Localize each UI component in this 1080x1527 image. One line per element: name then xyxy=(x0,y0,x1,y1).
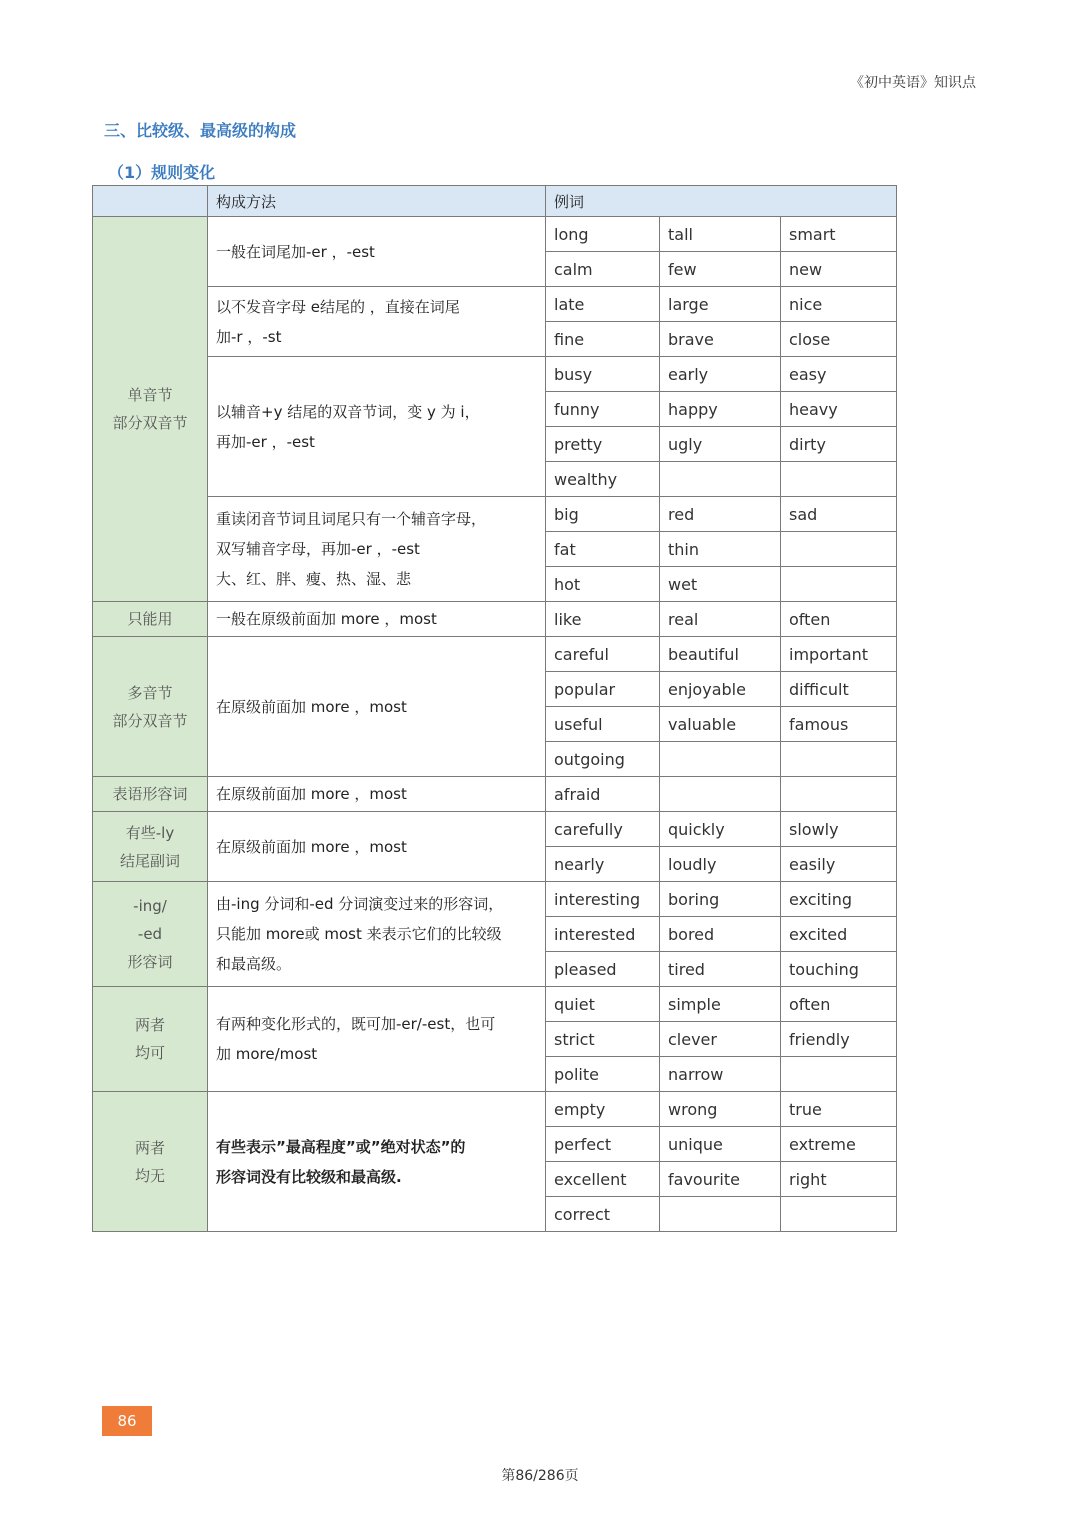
example-word-cell: enjoyable xyxy=(660,672,781,707)
comparison-table xyxy=(92,185,897,1232)
category-cell: 只能用 xyxy=(93,602,208,637)
category-cell: 表语形容词 xyxy=(93,777,208,812)
example-word-cell: brave xyxy=(660,322,781,357)
example-word-cell: friendly xyxy=(781,1022,897,1057)
example-word-cell: fat xyxy=(546,532,660,567)
table-row xyxy=(93,882,897,917)
example-word-cell: happy xyxy=(660,392,781,427)
method-cell: 在原级前面加 more ，most xyxy=(208,777,546,812)
example-word-cell: popular xyxy=(546,672,660,707)
example-word-cell: wealthy xyxy=(546,462,660,497)
method-cell: 以不发音字母 e结尾的 ，直接在词尾 加-r ，-st xyxy=(208,287,546,357)
example-word-cell: narrow xyxy=(660,1057,781,1092)
example-word-cell: simple xyxy=(660,987,781,1022)
example-word-cell: nearly xyxy=(546,847,660,882)
example-word-cell: thin xyxy=(660,532,781,567)
table-header-row xyxy=(93,186,897,217)
example-word-cell: funny xyxy=(546,392,660,427)
example-word-cell: like xyxy=(546,602,660,637)
example-word-cell: long xyxy=(546,217,660,252)
header-method: 构成方法 xyxy=(208,186,546,217)
example-word-cell: quiet xyxy=(546,987,660,1022)
table-row xyxy=(93,357,897,392)
example-word-cell: quickly xyxy=(660,812,781,847)
table-row xyxy=(93,1092,897,1127)
document-header: 《初中英语》知识点 xyxy=(850,75,976,91)
table-row xyxy=(93,602,897,637)
example-word-cell: tall xyxy=(660,217,781,252)
method-cell: 有些表示”最高程度”或”绝对状态”的 形容词没有比较级和最高级. xyxy=(208,1092,546,1232)
example-word-cell: smart xyxy=(781,217,897,252)
example-word-cell: new xyxy=(781,252,897,287)
example-word-cell: easy xyxy=(781,357,897,392)
example-word-cell: large xyxy=(660,287,781,322)
page-number-badge: 86 xyxy=(102,1406,152,1436)
page-footer: 第86/286页 xyxy=(501,1468,579,1484)
table-row xyxy=(93,777,897,812)
example-word-cell: perfect xyxy=(546,1127,660,1162)
method-cell: 在原级前面加 more ，most xyxy=(208,637,546,777)
example-word-cell xyxy=(781,742,897,777)
category-cell: 两者 均可 xyxy=(93,987,208,1092)
example-word-cell: excellent xyxy=(546,1162,660,1197)
example-word-cell: touching xyxy=(781,952,897,987)
example-word-cell: easily xyxy=(781,847,897,882)
example-word-cell: interested xyxy=(546,917,660,952)
example-word-cell: afraid xyxy=(546,777,660,812)
section-title: 三、比较级、最高级的构成 xyxy=(104,121,297,140)
example-word-cell: often xyxy=(781,602,897,637)
example-word-cell: red xyxy=(660,497,781,532)
example-word-cell: close xyxy=(781,322,897,357)
sub-title: （1）规则变化 xyxy=(108,163,216,182)
example-word-cell: true xyxy=(781,1092,897,1127)
example-word-cell xyxy=(781,462,897,497)
example-word-cell: slowly xyxy=(781,812,897,847)
example-word-cell: valuable xyxy=(660,707,781,742)
header-examples: 例词 xyxy=(546,186,897,217)
example-word-cell: calm xyxy=(546,252,660,287)
example-word-cell: excited xyxy=(781,917,897,952)
method-cell: 重读闭音节词且词尾只有一个辅音字母， 双写辅音字母，再加-er ，-est 大、红、胖、瘦、热、湿、悲 xyxy=(208,497,546,602)
example-word-cell: clever xyxy=(660,1022,781,1057)
method-cell: 在原级前面加 more ，most xyxy=(208,812,546,882)
table-row xyxy=(93,287,897,322)
example-word-cell: fine xyxy=(546,322,660,357)
example-word-cell: heavy xyxy=(781,392,897,427)
example-word-cell: dirty xyxy=(781,427,897,462)
category-cell: 单音节 部分双音节 xyxy=(93,217,208,602)
example-word-cell: useful xyxy=(546,707,660,742)
category-cell: 多音节 部分双音节 xyxy=(93,637,208,777)
example-word-cell: exciting xyxy=(781,882,897,917)
method-cell: 有两种变化形式的，既可加-er/-est，也可 加 more/most xyxy=(208,987,546,1092)
table-row xyxy=(93,812,897,847)
example-word-cell: nice xyxy=(781,287,897,322)
example-word-cell: loudly xyxy=(660,847,781,882)
example-word-cell: ugly xyxy=(660,427,781,462)
example-word-cell: often xyxy=(781,987,897,1022)
example-word-cell xyxy=(781,532,897,567)
example-word-cell: wrong xyxy=(660,1092,781,1127)
method-cell: 由-ing 分词和-ed 分词演变过来的形容词， 只能加 more或 most 来表示它们的比较级 和最高级。 xyxy=(208,882,546,987)
example-word-cell: right xyxy=(781,1162,897,1197)
example-word-cell: boring xyxy=(660,882,781,917)
example-word-cell: wet xyxy=(660,567,781,602)
example-word-cell: sad xyxy=(781,497,897,532)
example-word-cell: interesting xyxy=(546,882,660,917)
table-row xyxy=(93,497,897,532)
example-word-cell: early xyxy=(660,357,781,392)
example-word-cell: careful xyxy=(546,637,660,672)
example-word-cell: pleased xyxy=(546,952,660,987)
example-word-cell: strict xyxy=(546,1022,660,1057)
category-cell: -ing/ -ed 形容词 xyxy=(93,882,208,987)
example-word-cell xyxy=(781,1197,897,1232)
example-word-cell: carefully xyxy=(546,812,660,847)
example-word-cell xyxy=(781,567,897,602)
example-word-cell: unique xyxy=(660,1127,781,1162)
example-word-cell: hot xyxy=(546,567,660,602)
example-word-cell xyxy=(660,462,781,497)
example-word-cell xyxy=(660,777,781,812)
example-word-cell: pretty xyxy=(546,427,660,462)
example-word-cell: real xyxy=(660,602,781,637)
example-word-cell: empty xyxy=(546,1092,660,1127)
example-word-cell: difficult xyxy=(781,672,897,707)
example-word-cell xyxy=(660,742,781,777)
method-cell: 一般在原级前面加 more ，most xyxy=(208,602,546,637)
example-word-cell xyxy=(660,1197,781,1232)
example-word-cell: late xyxy=(546,287,660,322)
category-cell: 有些-ly 结尾副词 xyxy=(93,812,208,882)
example-word-cell: few xyxy=(660,252,781,287)
example-word-cell: big xyxy=(546,497,660,532)
method-cell: 以辅音+y 结尾的双音节词，变 y 为 i， 再加-er ，-est xyxy=(208,357,546,497)
table-row xyxy=(93,987,897,1022)
method-cell: 一般在词尾加-er ，-est xyxy=(208,217,546,287)
example-word-cell: busy xyxy=(546,357,660,392)
example-word-cell: outgoing xyxy=(546,742,660,777)
example-word-cell: correct xyxy=(546,1197,660,1232)
example-word-cell: beautiful xyxy=(660,637,781,672)
example-word-cell xyxy=(781,777,897,812)
table-row xyxy=(93,637,897,672)
example-word-cell: important xyxy=(781,637,897,672)
example-word-cell: bored xyxy=(660,917,781,952)
example-word-cell: favourite xyxy=(660,1162,781,1197)
example-word-cell: extreme xyxy=(781,1127,897,1162)
example-word-cell: tired xyxy=(660,952,781,987)
table-row xyxy=(93,217,897,252)
category-cell: 两者 均无 xyxy=(93,1092,208,1232)
example-word-cell: polite xyxy=(546,1057,660,1092)
example-word-cell xyxy=(781,1057,897,1092)
example-word-cell: famous xyxy=(781,707,897,742)
header-category xyxy=(93,186,208,217)
